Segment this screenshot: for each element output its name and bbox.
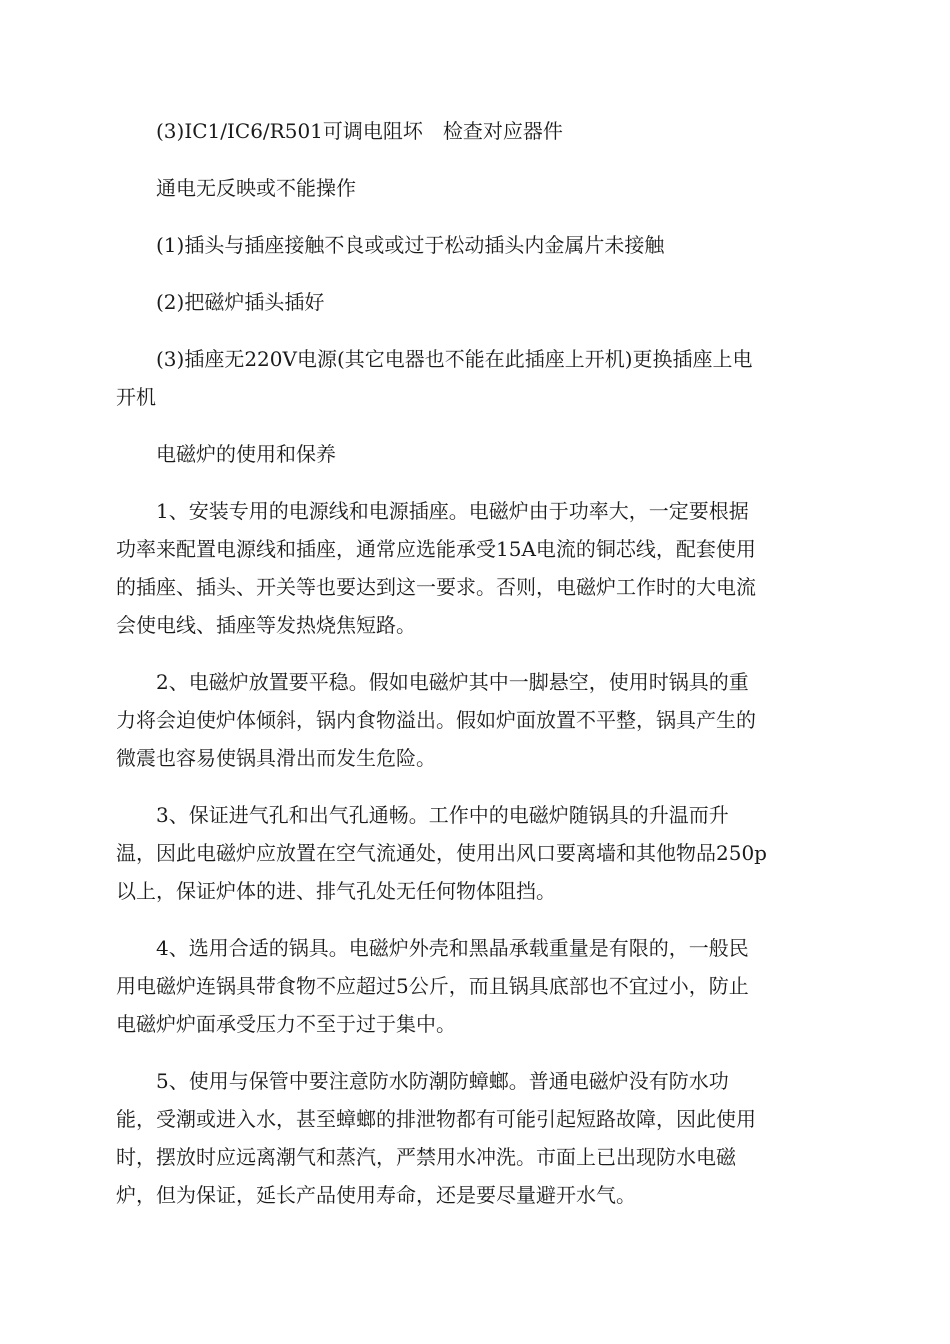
text-line: (3)IC1/IC6/R501可调电阻坏 检查对应器件 [156, 119, 563, 143]
paragraph-no-power [116, 340, 836, 416]
paragraph-item-5 [116, 1062, 836, 1214]
text-line: (3)插座无220V电源(其它电器也不能在此插座上开机)更换插座上电 [156, 347, 753, 371]
paragraph-plug-contact [116, 226, 836, 264]
text-line: (1)插头与插座接触不良或或过于松动插头内金属片未接触 [156, 233, 665, 257]
text-line: 炉，但为保证，延长产品使用寿命，还是要尽量避开水气。 [116, 1183, 636, 1207]
text-line: 开机 [116, 385, 156, 409]
section-heading-usage-maintenance [116, 435, 836, 473]
text-line: 会使电线、插座等发热烧焦短路。 [116, 613, 416, 637]
text-line: 5、使用与保管中要注意防水防潮防蟑螂。普通电磁炉没有防水功 [156, 1069, 729, 1093]
paragraph-no-response-heading [116, 169, 836, 207]
text-line: 的插座、插头、开关等也要达到这一要求。否则，电磁炉工作时的大电流 [116, 575, 756, 599]
paragraph-ic-fault [116, 112, 836, 150]
paragraph-plug-in [116, 283, 836, 321]
text-line: 1、安装专用的电源线和电源插座。电磁炉由于功率大，一定要根据 [156, 499, 749, 523]
text-line: 3、保证进气孔和出气孔通畅。工作中的电磁炉随锅具的升温而升 [156, 803, 729, 827]
text-line: 通电无反映或不能操作 [156, 176, 356, 200]
text-line: 用电磁炉连锅具带食物不应超过5公斤，而且锅具底部也不宜过小，防止 [116, 974, 749, 998]
text-line: 2、电磁炉放置要平稳。假如电磁炉其中一脚悬空，使用时锅具的重 [156, 670, 749, 694]
text-line: 4、选用合适的锅具。电磁炉外壳和黑晶承载重量是有限的，一般民 [156, 936, 749, 960]
text-line: 时，摆放时应远离潮气和蒸汽，严禁用水冲洗。市面上已出现防水电磁 [116, 1145, 736, 1169]
text-line: 功率来配置电源线和插座，通常应选能承受15A电流的铜芯线，配套使用 [116, 537, 756, 561]
text-line: 温，因此电磁炉应放置在空气流通处，使用出风口要离墙和其他物品250p [116, 841, 767, 865]
text-line: 能，受潮或进入水，甚至蟑螂的排泄物都有可能引起短路故障，因此使用 [116, 1107, 756, 1131]
text-line: 微震也容易使锅具滑出而发生危险。 [116, 746, 436, 770]
text-line: 电磁炉的使用和保养 [156, 442, 336, 466]
text-line: 电磁炉炉面承受压力不至于过于集中。 [116, 1012, 456, 1036]
paragraph-item-3 [116, 796, 836, 910]
text-line: (2)把磁炉插头插好 [156, 290, 325, 314]
paragraph-item-2 [116, 663, 836, 777]
paragraph-item-1 [116, 492, 836, 644]
text-line: 力将会迫使炉体倾斜，锅内食物溢出。假如炉面放置不平整，锅具产生的 [116, 708, 756, 732]
text-line: 以上，保证炉体的进、排气孔处无任何物体阻挡。 [116, 879, 556, 903]
document-body [116, 112, 836, 1233]
paragraph-item-4 [116, 929, 836, 1043]
